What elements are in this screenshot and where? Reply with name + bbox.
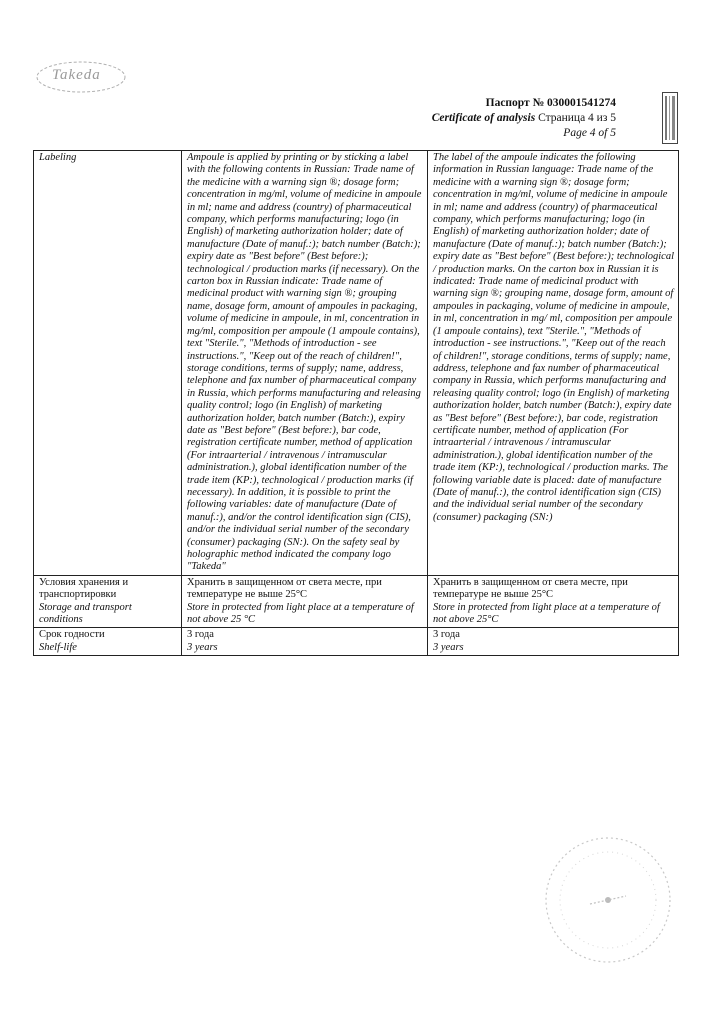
table-row (34, 575, 679, 628)
logo-text: Takeda (52, 67, 101, 83)
faded-stamp-icon (528, 822, 678, 972)
passport-number: Паспорт № 030001541274 (485, 97, 616, 109)
certificate-title: Certificate of analysis (431, 112, 536, 124)
storage-result-cell (428, 575, 679, 628)
shelf-label-en: Shelf-life (39, 641, 77, 653)
side-barcode-icon (662, 92, 678, 144)
storage-spec-cell (182, 575, 428, 628)
company-logo (34, 58, 128, 96)
page-number-en: Page 4 of 5 (563, 127, 616, 139)
certificate-line (432, 111, 616, 126)
storage-result-en: Store in protected from light place at a temperature of not above 25°C (433, 601, 660, 626)
analysis-table (33, 150, 679, 656)
shelf-label-cell (34, 628, 182, 656)
storage-result-ru: Хранить в защищенном от света месте, при температуре не выше 25°С (433, 576, 628, 601)
labeling-result-cell: The label of the ampoule indicates the following information in Russian language: Trade name of the medicine with a warning sign ®; dosage form; concentration in mg/ml, volume of medicine in ampoule in ml; name and address (country) of pharmaceutical company, which performs manufacturing; logo (in English) of marketing authorization holder; date of manufacture (Date of manuf.:); batch number (Batch:); expiry date as "Best before" (Best before:); technological / production marks. On the carton box in Russian it is indicated: Trade name of medicinal product with warning sign ®; grouping name, dosage form, amount of ampoules in packaging, volume of medicine in ampoule, in ml, concentration in mg/ ml, composition per ampoule (1 ampoule contains), text "Sterile.", "Methods of introduction - see instructions.", "Keep out of the reach of children!", storage conditions, terms of supply; name, address, telephone and fax number of pharmaceutical company in Russia, which performs manufacturing and releasing quality control; logo (in English) of marketing authorization holder, batch number (Batch:), expiry date as "Best before" (Best before:), bar code, registration certificate number, method of application (For intraarterial / intravenous / intramuscular administration.), global identification number of the trade item (KP:), technological / production marks. The following variable date is placed: date of manufacture (Date of manuf.:), the control identification sign (CIS) and the individual serial number of the secondary (consumer) packaging (SN:) (428, 151, 679, 576)
storage-label-ru: Условия хранения и транспортировки (39, 576, 129, 601)
labeling-label-cell: Labeling (34, 151, 182, 576)
storage-label-en: Storage and transport conditions (39, 601, 132, 626)
shelf-spec-en: 3 years (187, 641, 218, 653)
shelf-result-ru: 3 года (433, 629, 460, 641)
shelf-result-cell (428, 628, 679, 656)
table-row (34, 151, 679, 576)
storage-spec-en: Store in protected from light place at a temperature of not above 25 °C (187, 601, 414, 626)
table-row (34, 628, 679, 656)
shelf-spec-ru: 3 года (187, 629, 214, 641)
labeling-spec-cell: Ampoule is applied by printing or by sticking a label with the following contents in Russian: Trade name of the medicine with a warning sign ®; dosage form; concentration in mg/ml, volume of medicine in ampoule in ml; name and address (country) of pharmaceutical company, which performs manufacturing; logo (in English) of marketing authorization holder; date of manufacture (Date of manuf.:); batch number (Batch:); expiry date as "Best before" (Best before:); technological / production marks (if necessary). On the carton box in Russian indicate: Trade name of medicinal product with warning sign ®; grouping name, dosage form, amount of ampoules in packaging, volume of medicine in ampoule, in ml, concentration in mg/ml, composition per ampoule (1 ampoule contains), text "Sterile.", "Methods of introduction - see instructions.", "Keep out of the reach of children!", storage conditions, terms of supply; name, address, telephone and fax number of pharmaceutical company in Russia, which performs manufacturing and releasing quality control; logo (in English) of marketing authorization holder, batch number (Batch:), expiry date as "Best before" (Best before:), bar code, registration certificate number, method of application (For intraarterial / intravenous / intramuscular administration.), global identification number of the trade item (KP:), technological / production marks (if necessary). In addition, it is possible to print the following variables: date of manufacture (Date of manuf.:), and/or the control identification sign (CIS), and/or the individual serial number of the secondary (consumer) packaging (SN:). On the safety seal by holographic method indicated the company logo "Takeda" (182, 151, 428, 576)
page-number-ru: Страница 4 из 5 (538, 112, 616, 124)
shelf-spec-cell (182, 628, 428, 656)
storage-spec-ru: Хранить в защищенном от света месте, при температуре не выше 25°С (187, 576, 382, 601)
document-header (432, 96, 616, 141)
shelf-result-en: 3 years (433, 641, 464, 653)
storage-label-cell (34, 575, 182, 628)
shelf-label-ru: Срок годности (39, 629, 105, 641)
